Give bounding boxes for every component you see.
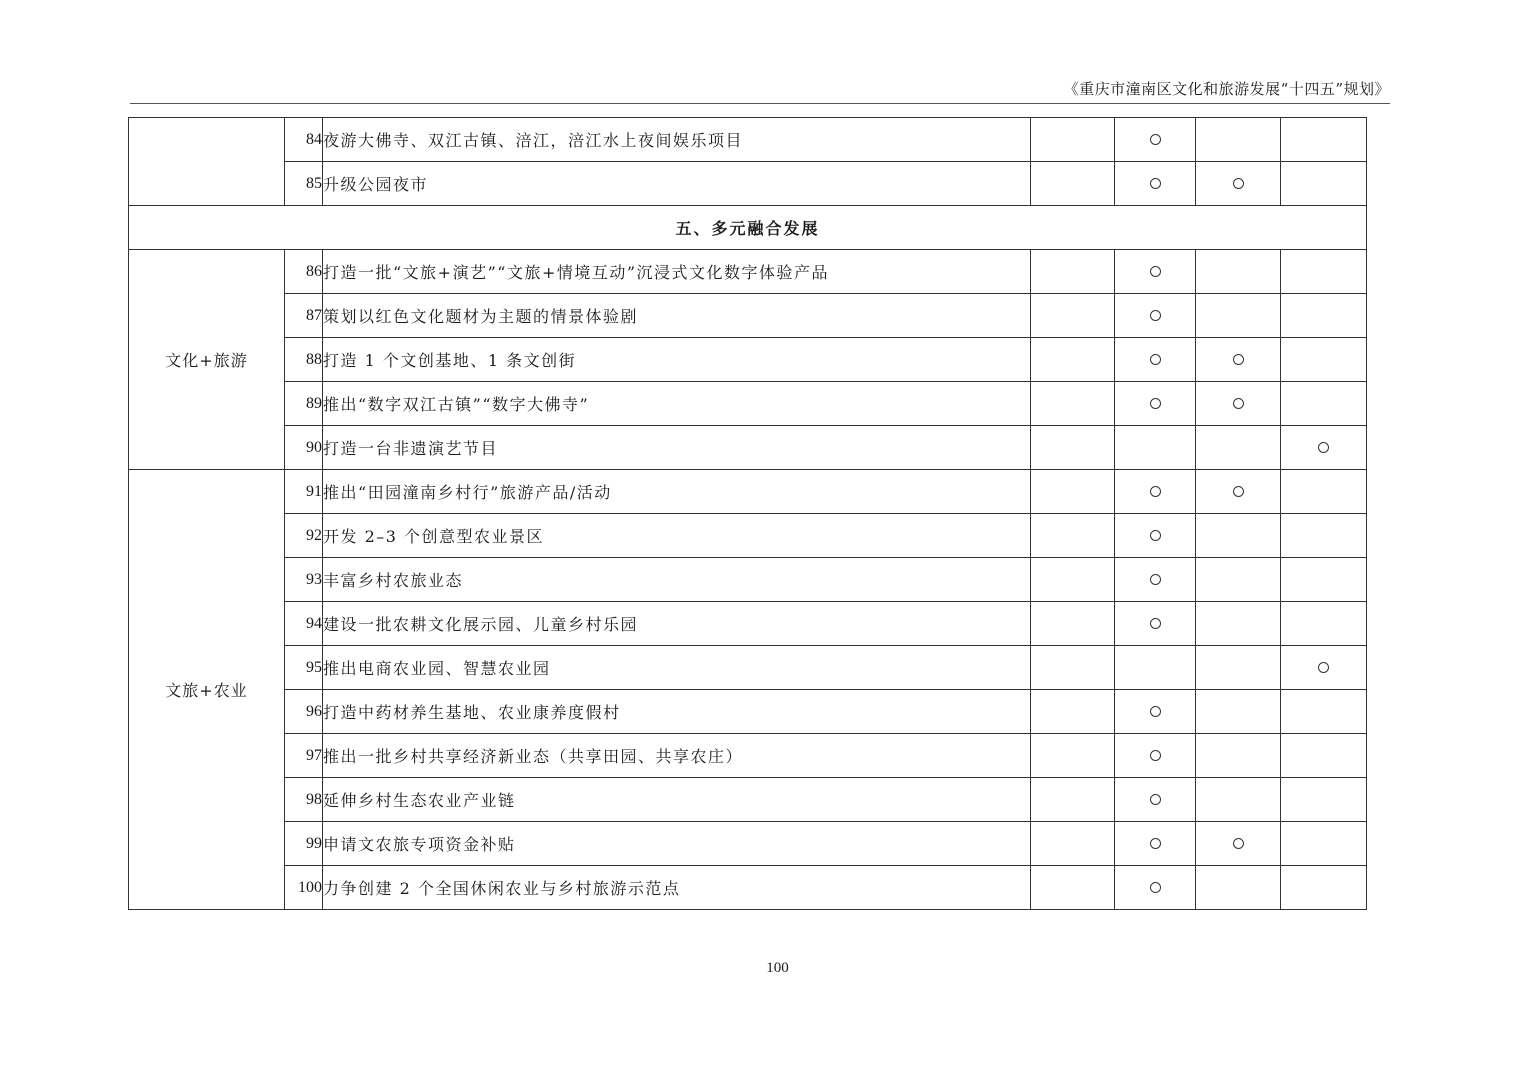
mark-cell <box>1196 426 1281 470</box>
table-row <box>129 514 1367 558</box>
circle-mark-icon <box>1233 354 1244 365</box>
blank-cell <box>1031 734 1115 778</box>
blank-cell <box>1031 558 1115 602</box>
table-row <box>129 294 1367 338</box>
item-number: 99 <box>285 822 323 866</box>
blank-cell <box>1031 690 1115 734</box>
table-row <box>129 250 1367 294</box>
mark-cell <box>1115 250 1196 294</box>
item-description: 申请文农旅专项资金补贴 <box>323 822 1031 866</box>
item-description: 打造中药材养生基地、农业康养度假村 <box>323 690 1031 734</box>
mark-cell <box>1115 822 1196 866</box>
mark-cell <box>1115 338 1196 382</box>
item-number: 92 <box>285 514 323 558</box>
mark-cell <box>1281 338 1367 382</box>
table-row <box>129 162 1367 206</box>
item-description: 推出“数字双江古镇”“数字大佛寺” <box>323 382 1031 426</box>
header-rule <box>130 103 1390 104</box>
mark-cell <box>1281 250 1367 294</box>
section-row <box>129 206 1367 250</box>
circle-mark-icon <box>1150 266 1161 277</box>
blank-cell <box>1031 250 1115 294</box>
blank-cell <box>1031 514 1115 558</box>
mark-cell <box>1115 514 1196 558</box>
item-description: 丰富乡村农旅业态 <box>323 558 1031 602</box>
mark-cell <box>1196 514 1281 558</box>
mark-cell <box>1115 294 1196 338</box>
circle-mark-icon <box>1150 178 1161 189</box>
circle-mark-icon <box>1150 354 1161 365</box>
item-number: 88 <box>285 338 323 382</box>
item-number: 95 <box>285 646 323 690</box>
item-description: 策划以红色文化题材为主题的情景体验剧 <box>323 294 1031 338</box>
item-number: 85 <box>285 162 323 206</box>
mark-cell <box>1196 778 1281 822</box>
mark-cell <box>1196 690 1281 734</box>
circle-mark-icon <box>1233 178 1244 189</box>
mark-cell <box>1281 162 1367 206</box>
table-row <box>129 558 1367 602</box>
mark-cell <box>1196 162 1281 206</box>
mark-cell <box>1281 734 1367 778</box>
table-row <box>129 778 1367 822</box>
item-description: 推出电商农业园、智慧农业园 <box>323 646 1031 690</box>
mark-cell <box>1281 294 1367 338</box>
blank-cell <box>1031 118 1115 162</box>
item-description: 打造 1 个文创基地、1 条文创街 <box>323 338 1031 382</box>
table-row <box>129 602 1367 646</box>
circle-mark-icon <box>1150 486 1161 497</box>
category-cell: 文旅+农业 <box>129 470 285 910</box>
mark-cell <box>1281 558 1367 602</box>
blank-cell <box>1031 470 1115 514</box>
mark-cell <box>1281 602 1367 646</box>
mark-cell <box>1196 822 1281 866</box>
mark-cell <box>1196 866 1281 910</box>
item-description: 打造一批“文旅+演艺”“文旅+情境互动”沉浸式文化数字体验产品 <box>323 250 1031 294</box>
circle-mark-icon <box>1150 530 1161 541</box>
mark-cell <box>1196 646 1281 690</box>
mark-cell <box>1281 118 1367 162</box>
page-number: 100 <box>766 960 789 976</box>
project-table-body <box>129 118 1367 910</box>
item-number: 86 <box>285 250 323 294</box>
circle-mark-icon <box>1150 574 1161 585</box>
item-number: 89 <box>285 382 323 426</box>
mark-cell <box>1115 690 1196 734</box>
table-row <box>129 118 1367 162</box>
blank-cell <box>1031 382 1115 426</box>
mark-cell <box>1115 778 1196 822</box>
table-row <box>129 470 1367 514</box>
mark-cell <box>1281 866 1367 910</box>
table-row <box>129 646 1367 690</box>
document-header: 《重庆市潼南区文化和旅游发展“十四五”规划》 <box>1063 80 1390 98</box>
blank-cell <box>1031 866 1115 910</box>
blank-cell <box>1031 426 1115 470</box>
mark-cell <box>1196 558 1281 602</box>
mark-cell <box>1115 118 1196 162</box>
mark-cell <box>1115 426 1196 470</box>
mark-cell <box>1196 470 1281 514</box>
item-description: 夜游大佛寺、双江古镇、涪江，涪江水上夜间娱乐项目 <box>323 118 1031 162</box>
table-row <box>129 734 1367 778</box>
item-number: 87 <box>285 294 323 338</box>
circle-mark-icon <box>1150 310 1161 321</box>
mark-cell <box>1115 382 1196 426</box>
mark-cell <box>1196 602 1281 646</box>
mark-cell <box>1281 690 1367 734</box>
blank-cell <box>1031 162 1115 206</box>
mark-cell <box>1281 778 1367 822</box>
item-number: 100 <box>285 866 323 910</box>
mark-cell <box>1196 118 1281 162</box>
mark-cell <box>1196 338 1281 382</box>
blank-cell <box>1031 338 1115 382</box>
circle-mark-icon <box>1318 662 1329 673</box>
blank-cell <box>1031 778 1115 822</box>
circle-mark-icon <box>1150 838 1161 849</box>
table-row <box>129 822 1367 866</box>
mark-cell <box>1196 382 1281 426</box>
mark-cell <box>1281 822 1367 866</box>
mark-cell <box>1115 558 1196 602</box>
item-number: 96 <box>285 690 323 734</box>
mark-cell <box>1281 426 1367 470</box>
table-row <box>129 338 1367 382</box>
category-cell: 文化+旅游 <box>129 250 285 470</box>
table-row <box>129 382 1367 426</box>
circle-mark-icon <box>1150 706 1161 717</box>
table-row <box>129 690 1367 734</box>
section-heading: 五、多元融合发展 <box>129 206 1367 250</box>
item-number: 93 <box>285 558 323 602</box>
item-description: 推出一批乡村共享经济新业态（共享田园、共享农庄） <box>323 734 1031 778</box>
circle-mark-icon <box>1150 134 1161 145</box>
project-table <box>128 117 1367 910</box>
item-number: 90 <box>285 426 323 470</box>
circle-mark-icon <box>1150 398 1161 409</box>
circle-mark-icon <box>1150 794 1161 805</box>
circle-mark-icon <box>1233 838 1244 849</box>
item-description: 打造一台非遗演艺节目 <box>323 426 1031 470</box>
mark-cell <box>1115 734 1196 778</box>
item-number: 84 <box>285 118 323 162</box>
blank-cell <box>1031 602 1115 646</box>
circle-mark-icon <box>1150 618 1161 629</box>
mark-cell <box>1115 470 1196 514</box>
mark-cell <box>1281 646 1367 690</box>
circle-mark-icon <box>1150 882 1161 893</box>
mark-cell <box>1196 734 1281 778</box>
mark-cell <box>1115 646 1196 690</box>
circle-mark-icon <box>1233 398 1244 409</box>
category-cell <box>129 118 285 206</box>
item-description: 延伸乡村生态农业产业链 <box>323 778 1031 822</box>
item-description: 推出“田园潼南乡村行”旅游产品/活动 <box>323 470 1031 514</box>
table-row <box>129 866 1367 910</box>
mark-cell <box>1281 470 1367 514</box>
blank-cell <box>1031 294 1115 338</box>
mark-cell <box>1196 294 1281 338</box>
circle-mark-icon <box>1233 486 1244 497</box>
item-number: 98 <box>285 778 323 822</box>
item-number: 91 <box>285 470 323 514</box>
item-description: 开发 2–3 个创意型农业景区 <box>323 514 1031 558</box>
circle-mark-icon <box>1150 750 1161 761</box>
item-number: 97 <box>285 734 323 778</box>
item-description: 力争创建 2 个全国休闲农业与乡村旅游示范点 <box>323 866 1031 910</box>
mark-cell <box>1196 250 1281 294</box>
mark-cell <box>1281 382 1367 426</box>
mark-cell <box>1281 514 1367 558</box>
circle-mark-icon <box>1318 442 1329 453</box>
mark-cell <box>1115 866 1196 910</box>
item-number: 94 <box>285 602 323 646</box>
blank-cell <box>1031 822 1115 866</box>
item-description: 建设一批农耕文化展示园、儿童乡村乐园 <box>323 602 1031 646</box>
item-description: 升级公园夜市 <box>323 162 1031 206</box>
mark-cell <box>1115 162 1196 206</box>
table-row <box>129 426 1367 470</box>
blank-cell <box>1031 646 1115 690</box>
mark-cell <box>1115 602 1196 646</box>
